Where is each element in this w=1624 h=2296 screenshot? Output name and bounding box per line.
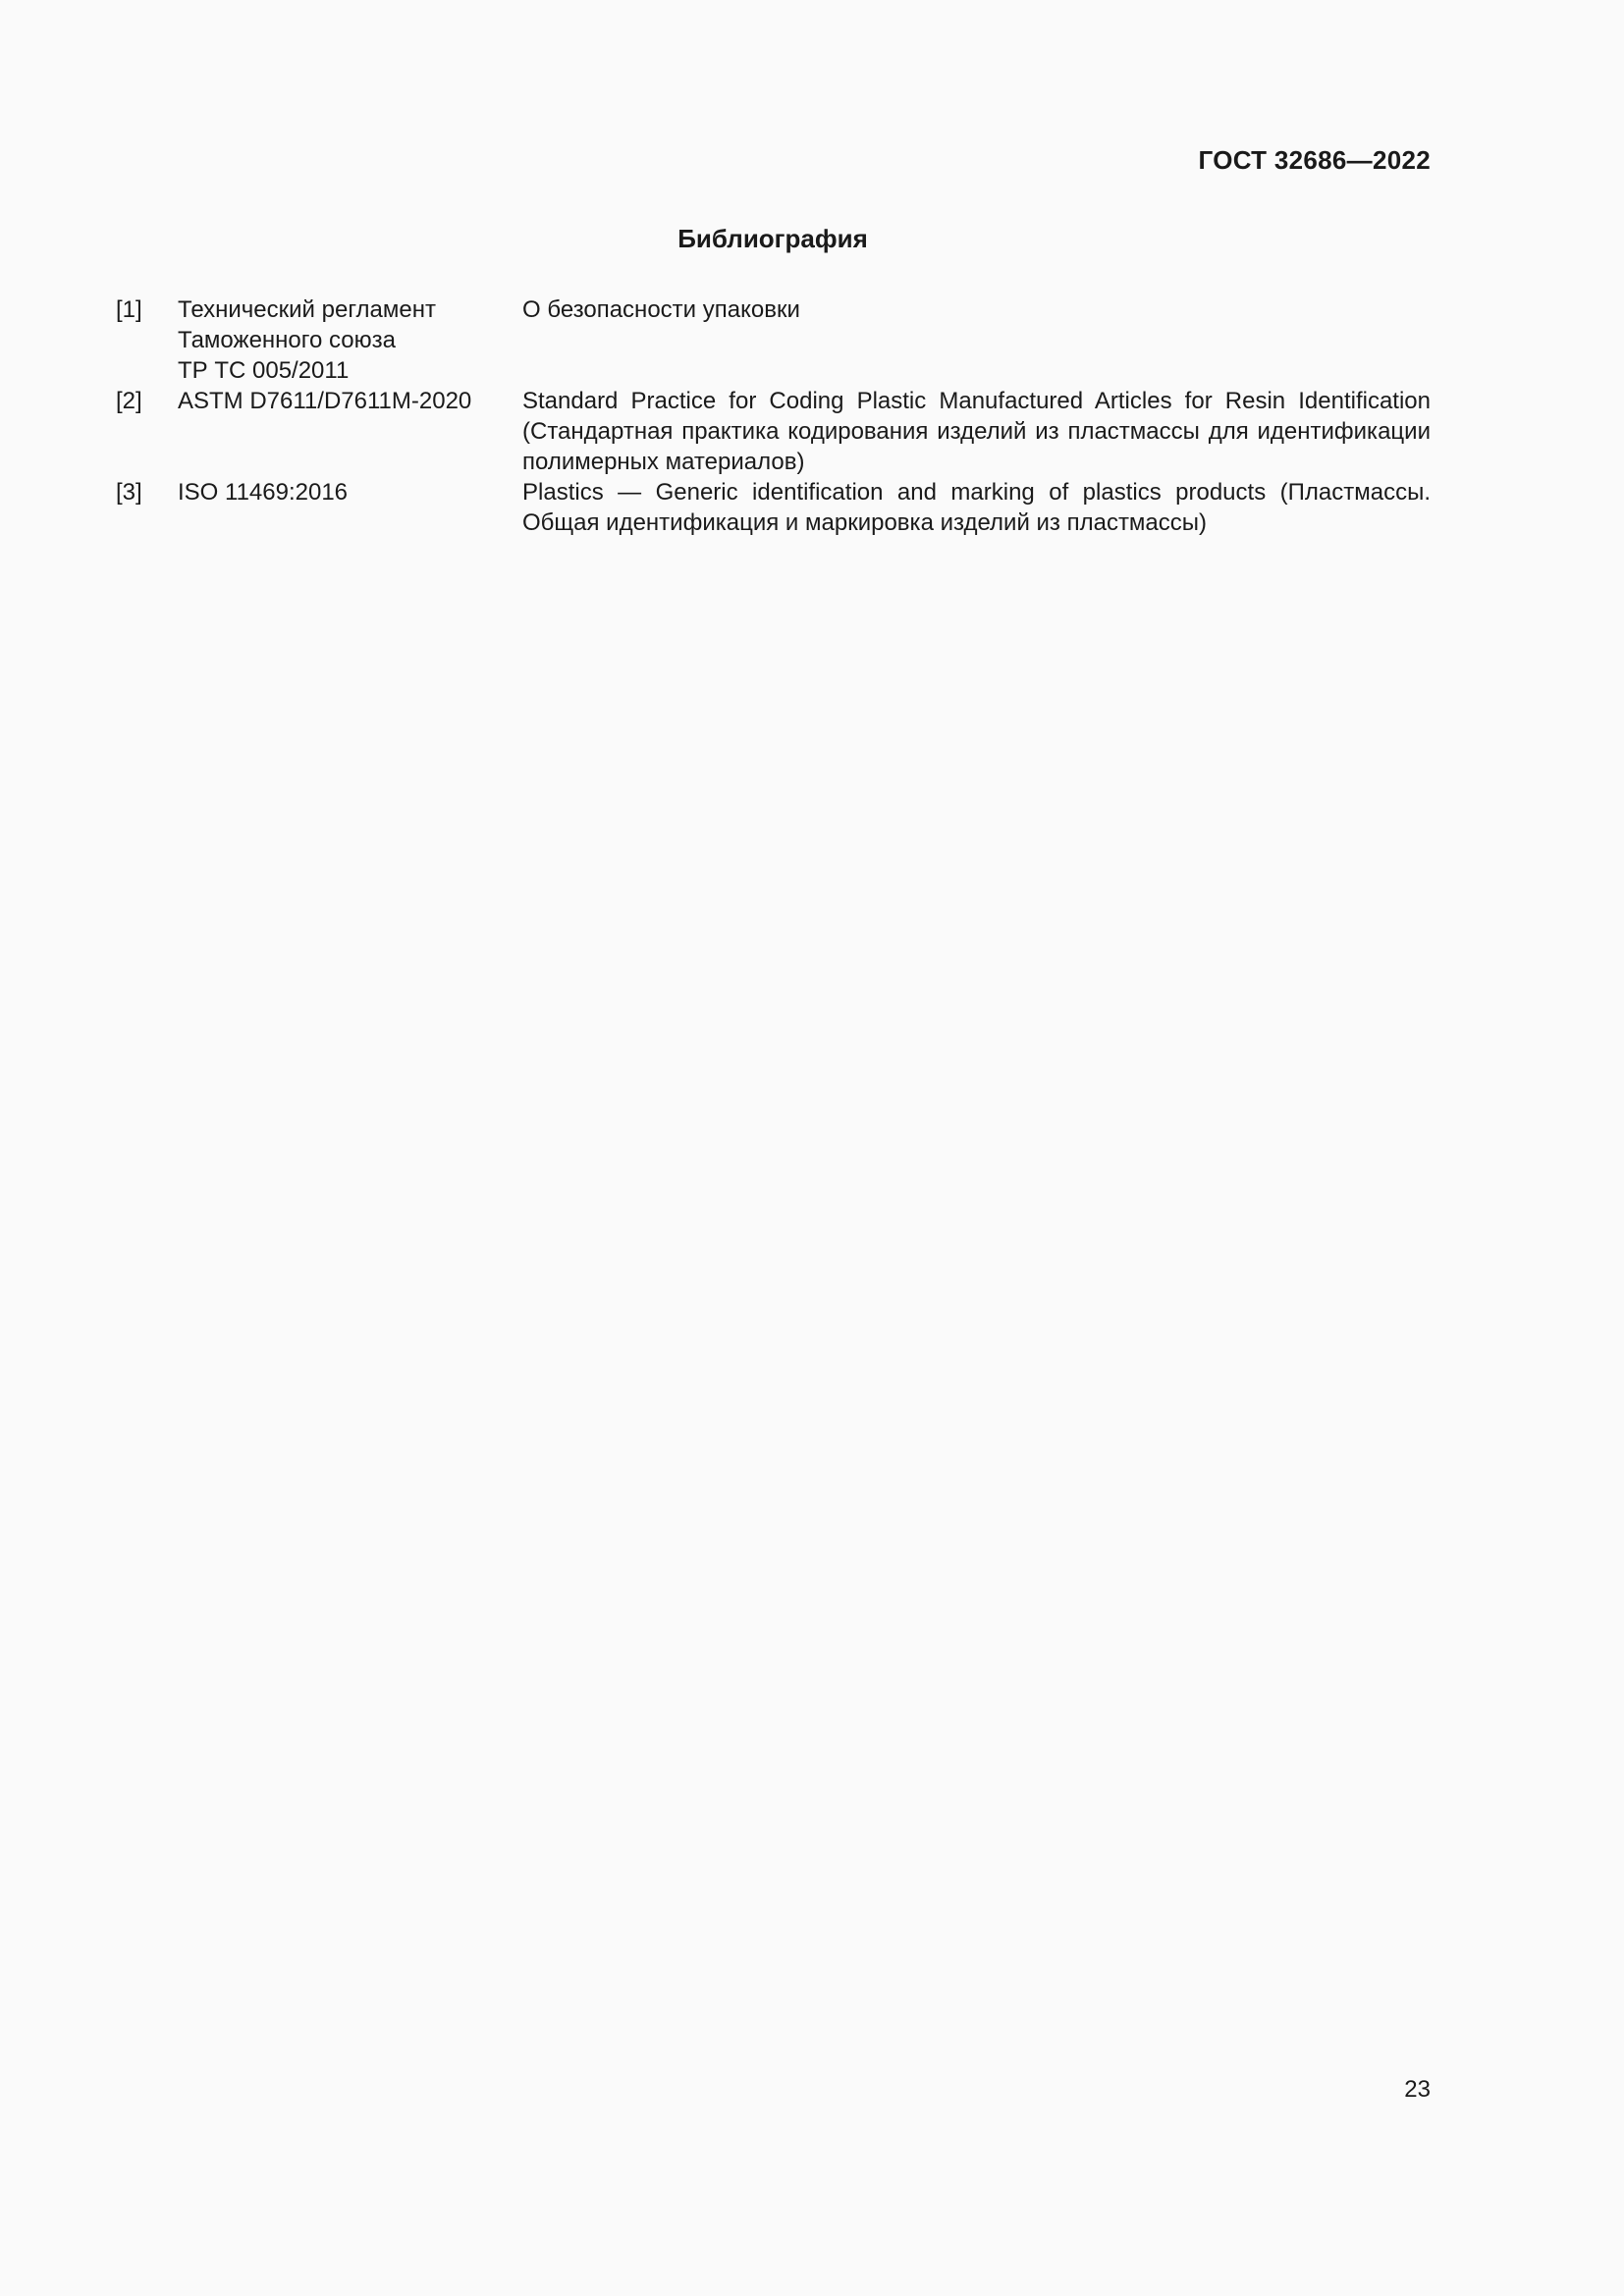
section-title: Библиография [677,224,868,253]
entry-title: Standard Practice for Coding Plastic Manufactured Articles for Resin Identification (Стандартная практика кодирования изделий из пластмассы для идентификации полимерных материалов) [522,388,1431,475]
reference-line: ASTM D7611/D7611M-2020 [178,388,472,414]
bibliography-entry [116,294,1431,386]
reference-line: ТР ТС 005/2011 [178,357,350,384]
reference-line: Таможенного союза [178,327,396,353]
bibliography-entry [116,386,1431,477]
entry-reference [178,477,522,538]
entry-title: О безопасности упаковки [522,296,800,323]
entry-number: [1] [116,296,142,323]
reference-line: Технический регламент [178,296,436,323]
page-number: 23 [1404,2076,1431,2103]
standard-code: ГОСТ 32686—2022 [1198,145,1431,175]
bibliography-entry [116,477,1431,538]
entry-reference [178,386,522,477]
reference-line: ISO 11469:2016 [178,479,349,506]
entry-title: Plastics — Generic identification and marking of plastics products (Пластмассы. Общая идентификация и маркировка изделий из пластмассы) [522,479,1431,536]
entry-number: [2] [116,388,142,414]
bibliography-list [116,294,1431,538]
entry-reference [178,294,522,386]
entry-number: [3] [116,479,142,506]
